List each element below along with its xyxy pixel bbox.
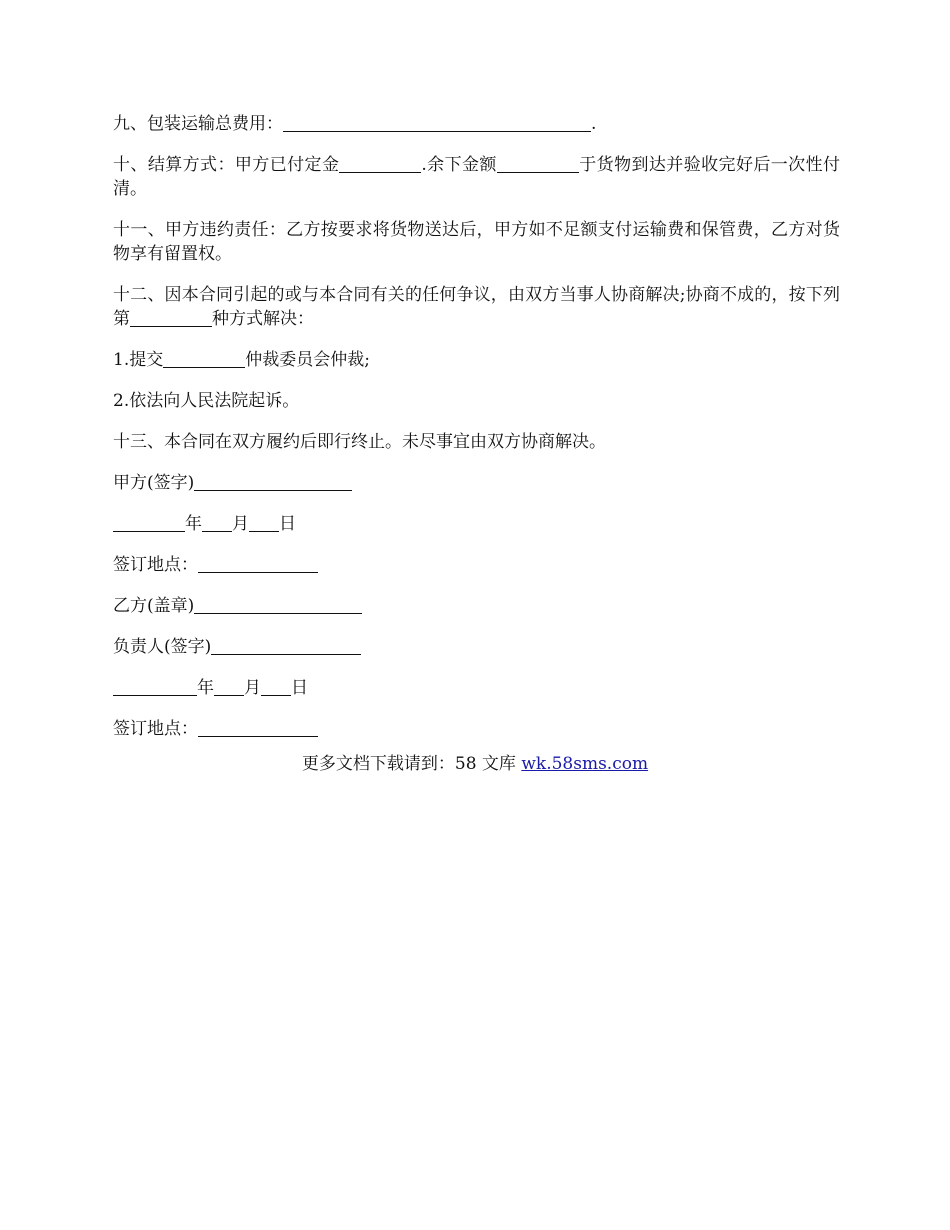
place-a-label: 签订地点： <box>113 555 198 575</box>
option-1-text: 1.提交 <box>113 350 164 370</box>
party-b-seal-blank <box>194 595 362 614</box>
clause-9-suffix: . <box>591 114 597 134</box>
footer-text: 更多文档下载请到：58 文库 <box>301 754 522 774</box>
day-a-blank <box>249 513 279 532</box>
place-b-blank <box>198 718 318 737</box>
year-b-label: 年 <box>197 678 214 698</box>
deposit-blank <box>339 154 421 173</box>
year-a-label: 年 <box>185 514 202 534</box>
clause-12-text: 十二、因本合同引起的或与本合同有关的任何争议，由双方当事人协商解决;协商不成的，按下列第 <box>113 285 840 329</box>
balance-blank <box>497 154 579 173</box>
month-b-label: 月 <box>244 678 261 698</box>
clause-9 <box>113 112 840 136</box>
footer-link[interactable]: wk.58sms.com <box>521 754 649 774</box>
month-b-blank <box>214 677 244 696</box>
download-footer <box>0 752 950 776</box>
party-b-label: 乙方(盖章) <box>113 596 195 616</box>
representative-signature <box>113 635 840 659</box>
month-a-blank <box>202 513 232 532</box>
clause-12 <box>113 283 840 331</box>
clause-10 <box>113 153 840 201</box>
representative-label: 负责人(签字) <box>113 637 212 657</box>
arbitration-blank <box>163 349 245 368</box>
representative-signature-blank <box>211 636 361 655</box>
day-b-blank <box>261 677 291 696</box>
total-fee-blank <box>283 113 591 132</box>
option-2: 2.依法向人民法院起诉。 <box>113 391 300 411</box>
clause-9-text: 九、包装运输总费用： <box>113 114 283 134</box>
method-number-blank <box>130 308 212 327</box>
contract-body <box>113 112 840 758</box>
clause-10-suffix: 于货物到达并验收完好后一次性付清。 <box>113 155 841 199</box>
date-a <box>113 512 840 536</box>
party-a-label: 甲方(签字) <box>113 473 195 493</box>
party-a-signature-blank <box>194 472 352 491</box>
year-b-blank <box>113 677 197 696</box>
year-a-blank <box>113 513 185 532</box>
clause-11: 十一、甲方违约责任：乙方按要求将货物送达后，甲方如不足额支付运输费和保管费，乙方对货物享有留置权。 <box>113 220 840 264</box>
date-b <box>113 676 840 700</box>
clause-12-suffix: 种方式解决： <box>212 309 314 329</box>
day-b-label: 日 <box>291 678 308 698</box>
place-b-label: 签订地点： <box>113 719 198 739</box>
option-1-suffix: 仲裁委员会仲裁; <box>245 350 370 370</box>
party-b-signature <box>113 594 840 618</box>
month-a-label: 月 <box>232 514 249 534</box>
place-a <box>113 553 840 577</box>
clause-13: 十三、本合同在双方履约后即行终止。未尽事宜由双方协商解决。 <box>113 432 606 452</box>
place-a-blank <box>198 554 318 573</box>
clause-10-mid: .余下金额 <box>421 155 497 175</box>
place-b <box>113 717 840 741</box>
clause-10-text: 十、结算方式：甲方已付定金 <box>113 155 340 175</box>
day-a-label: 日 <box>279 514 296 534</box>
option-1 <box>113 348 840 372</box>
party-a-signature <box>113 471 840 495</box>
